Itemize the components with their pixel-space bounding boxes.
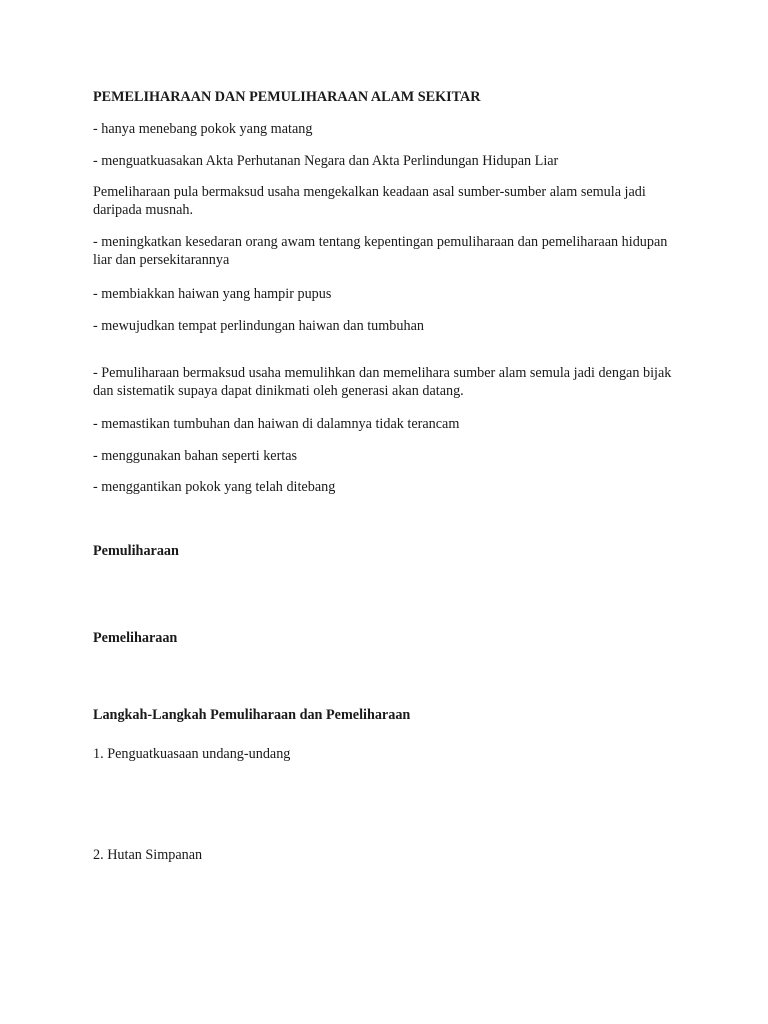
bullet-memastikan: - memastikan tumbuhan dan haiwan di dalamnya tidak terancam (93, 416, 460, 432)
bullet-bahan-kertas: - menggunakan bahan seperti kertas (93, 448, 298, 464)
bullet-membiakkan: - membiakkan haiwan yang hampir pupus (93, 286, 332, 302)
heading-pemuliharaan: Pemuliharaan (93, 543, 179, 559)
step-penguatkuasaan: 1. Penguatkuasaan undang-undang (93, 746, 291, 762)
heading-pemeliharaan: Pemeliharaan (93, 630, 178, 646)
bullet-tempat-perlindungan: - mewujudkan tempat perlindungan haiwan dan tumbuhan (93, 318, 424, 334)
step-hutan-simpanan: 2. Hutan Simpanan (93, 847, 203, 863)
bullet-akta: - menguatkuasakan Akta Perhutanan Negara dan Akta Perlindungan Hidupan Liar (93, 153, 559, 169)
definition-pemeliharaan: Pemeliharaan pula bermaksud usaha mengekalkan keadaan asal sumber-sumber alam semula jadi daripada musnah. (93, 184, 646, 218)
document-title: PEMELIHARAAN DAN PEMULIHARAAN ALAM SEKITAR (93, 89, 481, 105)
bullet-menggantikan: - menggantikan pokok yang telah ditebang (93, 479, 336, 495)
definition-pemuliharaan: - Pemuliharaan bermaksud usaha memulihkan dan memelihara sumber alam semula jadi dengan bijak dan sistematik supaya dapat dinikmati oleh generasi akan datang. (93, 365, 672, 399)
bullet-tebang-pokok: - hanya menebang pokok yang matang (93, 121, 313, 137)
heading-langkah: Langkah-Langkah Pemuliharaan dan Pemeliharaan (93, 707, 411, 723)
bullet-kesedaran: - meningkatkan kesedaran orang awam tentang kepentingan pemuliharaan dan pemeliharaan hidupan liar dan persekitarannya (93, 234, 668, 268)
